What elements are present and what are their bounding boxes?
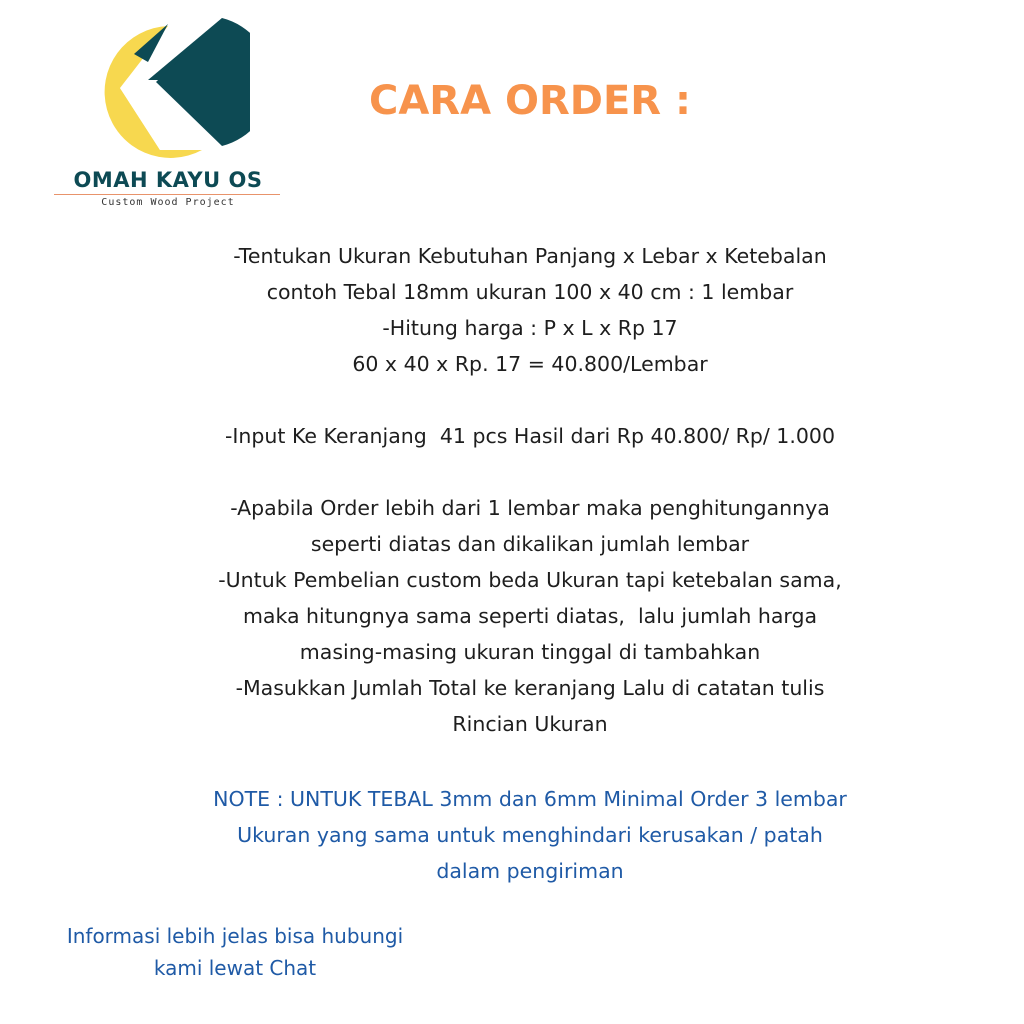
note-line: Ukuran yang sama untuk menghindari kerusakan / patah — [237, 823, 823, 847]
instruction-line: seperti diatas dan dikalikan jumlah lembar — [310, 532, 750, 556]
instruction-line: -Input Ke Keranjang 41 pcs Hasil dari Rp 40.800/ Rp/ 1.000 — [224, 424, 835, 448]
instruction-line: contoh Tebal 18mm ukuran 100 x 40 cm : 1 lembar — [266, 280, 794, 304]
brand-name: OMAH KAYU OS — [73, 168, 263, 192]
instruction-line: 60 x 40 x Rp. 17 = 40.800/Lembar — [352, 352, 708, 376]
info-line: Informasi lebih jelas bisa hubungi — [66, 924, 404, 948]
note-line: NOTE : UNTUK TEBAL 3mm dan 6mm Minimal Order 3 lembar — [213, 787, 847, 811]
note-block — [140, 781, 920, 889]
page-title: CARA ORDER : — [368, 78, 692, 124]
instruction-line: -Masukkan Jumlah Total ke keranjang Lalu di catatan tulis — [235, 676, 825, 700]
note-line: dalam pengiriman — [436, 859, 624, 883]
instruction-line: -Untuk Pembelian custom beda Ukuran tapi ketebalan sama, — [218, 568, 842, 592]
info-line: kami lewat Chat — [153, 956, 317, 980]
instruction-line: -Apabila Order lebih dari 1 lembar maka penghitungannya — [230, 496, 830, 520]
instruction-line: -Hitung harga : P x L x Rp 17 — [382, 316, 678, 340]
contact-info — [40, 920, 430, 984]
spacer — [140, 382, 920, 418]
brand-divider — [54, 194, 280, 195]
spacer — [140, 454, 920, 490]
instruction-line: maka hitungnya sama seperti diatas, lalu jumlah harga — [242, 604, 818, 628]
instruction-line: Rincian Ukuran — [452, 712, 608, 736]
omah-kayu-logo-icon — [90, 18, 250, 168]
instruction-line: -Tentukan Ukuran Kebutuhan Panjang x Lebar x Ketebalan — [233, 244, 827, 268]
brand-tagline: Custom Wood Project — [101, 197, 235, 208]
brand-logo — [50, 18, 286, 214]
order-instructions — [140, 238, 920, 742]
instruction-line: masing-masing ukuran tinggal di tambahkan — [299, 640, 761, 664]
